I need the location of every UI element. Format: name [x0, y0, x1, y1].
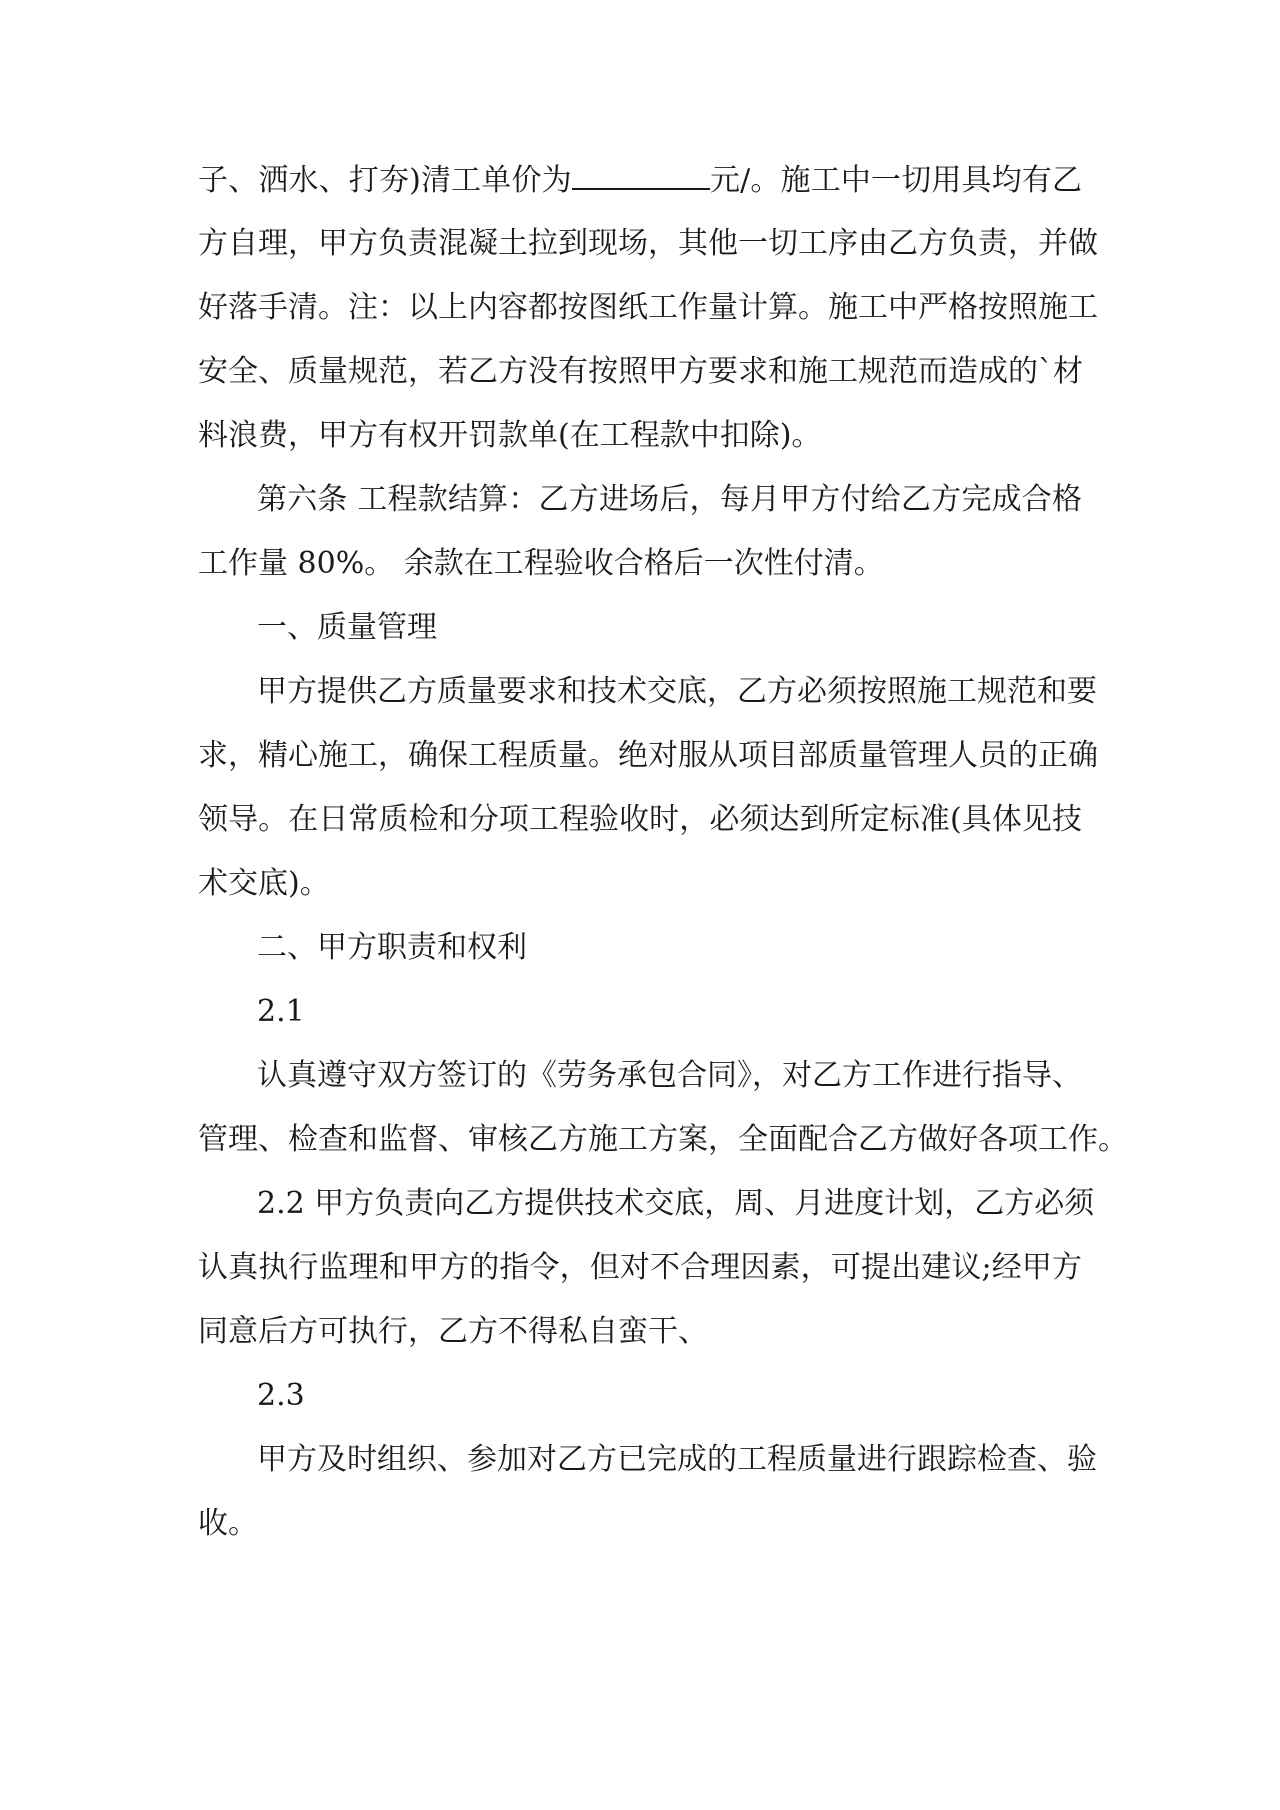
paragraph-line: 管理、检查和监督、审核乙方施工方案，全面配合乙方做好各项工作。	[198, 1122, 1128, 1157]
section-heading: 二、甲方职责和权利	[257, 930, 527, 965]
clause-number: 2.1	[257, 994, 305, 1029]
paragraph-line: 术交底)。	[198, 866, 330, 901]
fill-in-blank	[572, 160, 710, 190]
line-text: 子、洒水、打夯)清工单价为	[198, 163, 572, 198]
paragraph-line: 甲方及时组织、参加对乙方已完成的工程质量进行跟踪检查、验	[257, 1442, 1097, 1477]
paragraph-line: 认真执行监理和甲方的指令，但对不合理因素，可提出建议;经甲方	[198, 1250, 1082, 1285]
paragraph-line: 安全、质量规范，若乙方没有按照甲方要求和施工规范而造成的`材	[198, 354, 1083, 389]
paragraph-line	[198, 160, 1082, 200]
paragraph-line: 领导。在日常质检和分项工程验收时，必须达到所定标准(具体见技	[198, 802, 1082, 837]
article-heading-line: 第六条 工程款结算：乙方进场后，每月甲方付给乙方完成合格	[257, 482, 1082, 517]
paragraph-line: 好落手清。注：以上内容都按图纸工作量计算。施工中严格按照施工	[198, 290, 1098, 325]
paragraph-line: 方自理，甲方负责混凝土拉到现场，其他一切工序由乙方负责，并做	[198, 226, 1098, 261]
paragraph-line: 同意后方可执行，乙方不得私自蛮干、	[198, 1314, 708, 1349]
line-text: 元/。施工中一切用具均有乙	[709, 163, 1082, 198]
section-heading: 一、质量管理	[257, 610, 437, 645]
paragraph-line: 认真遵守双方签订的《劳务承包合同》，对乙方工作进行指导、	[257, 1058, 1082, 1093]
paragraph-line: 收。	[198, 1506, 258, 1541]
paragraph-line: 甲方提供乙方质量要求和技术交底，乙方必须按照施工规范和要	[257, 674, 1097, 709]
paragraph-line: 求，精心施工，确保工程质量。绝对服从项目部质量管理人员的正确	[198, 738, 1098, 773]
paragraph-line: 料浪费，甲方有权开罚款单(在工程款中扣除)。	[198, 418, 822, 453]
paragraph-line: 工作量 80%。 余款在工程验收合格后一次性付清。	[198, 546, 884, 581]
clause-number: 2.3	[257, 1378, 305, 1413]
clause-line: 2.2 甲方负责向乙方提供技术交底，周、月进度计划，乙方必须	[257, 1186, 1095, 1221]
